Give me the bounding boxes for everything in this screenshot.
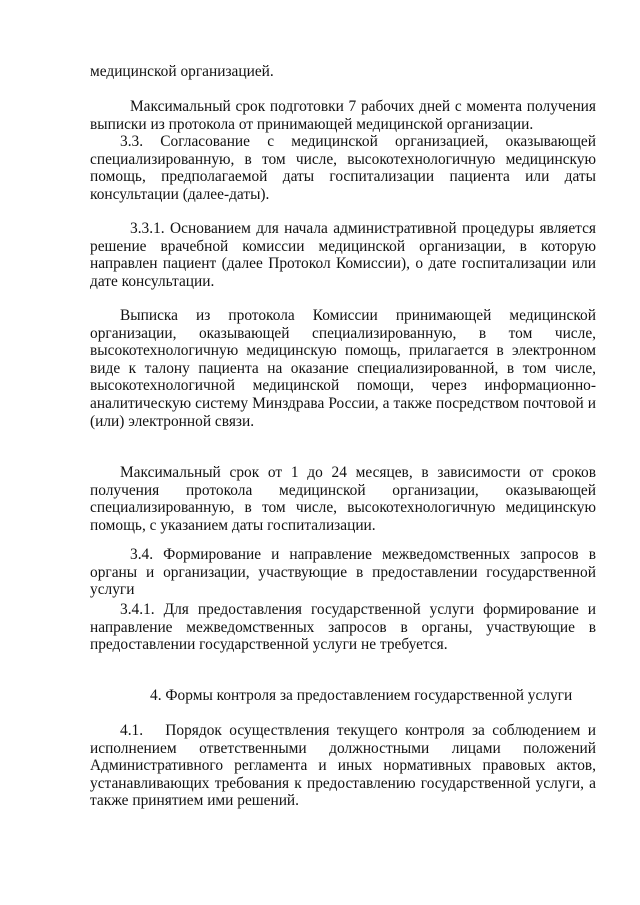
paragraph-max-term-7-days: Максимальный срок подготовки 7 рабочих дней с момента получения выписки из протокола от принимающей медицинской организации.	[90, 98, 596, 133]
section-heading-3-4: 3.4. Формирование и направление межведомственных запросов в органы и организации, участвующие в предоставлении государственной услуги	[90, 546, 596, 599]
paragraph-4-1: 4.1. Порядок осуществления текущего контроля за соблюдением и исполнением ответственными должностными лицами положений Административного регламента и иных нормативных правовых актов, устанавливающих требования к предоставлению государственной услуги, а также принятием ими решений.	[90, 722, 600, 810]
paragraph-max-term-months: Максимальный срок от 1 до 24 месяцев, в зависимости от сроков получения протокола медицинской организации, оказывающей специализированную, в том числе, высокотехнологичную медицинскую помощь, с указанием даты госпитализации.	[90, 464, 596, 534]
paragraph-3-3-1: 3.3.1. Основанием для начала административной процедуры является решение врачебной комиссии медицинской организации, в которую направлен пациент (далее Протокол Комиссии), о дате госпитализации или дате консультации.	[90, 220, 596, 290]
paragraph-3-3: 3.3. Согласование с медицинской организацией, оказывающей специализированную, в том числе, высокотехнологичную медицинскую помощь, предполагаемой даты госпитализации пациента или даты консультации (далее-даты).	[90, 133, 596, 203]
paragraph-extract-protocol: Выписка из протокола Комиссии принимающей медицинской организации, оказывающей специализированную, в том числе, высокотехнологичную медицинскую помощь, прилагается в электронном виде к талону пациента на оказание специализированной, в том числе, высокотехнологичной медицинской помощи, через информационно-аналитическую систему Минздрава России, а также посредством почтовой и (или) электронной связи.	[90, 307, 596, 430]
paragraph-continuation: медицинской организацией.	[90, 63, 274, 80]
section-heading-4: 4. Формы контроля за предоставлением государственной услуги	[150, 687, 573, 704]
paragraph-3-4-1: 3.4.1. Для предоставления государственной услуги формирование и направление межведомственных запросов в органы, участвующие в предоставлении государственной услуги не требуется.	[90, 601, 596, 654]
